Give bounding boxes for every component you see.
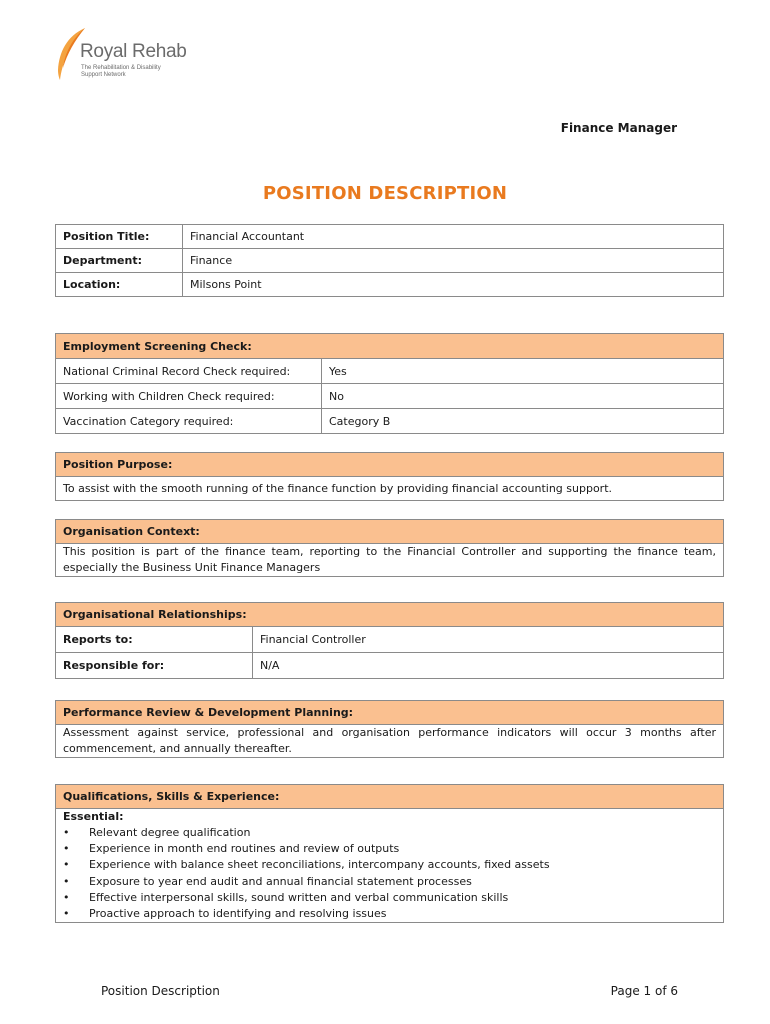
relationships-table — [55, 602, 724, 679]
reports-to-value: Financial Controller — [253, 627, 724, 653]
screening-value: Yes — [322, 359, 724, 384]
department-label: Department: — [56, 249, 183, 273]
performance-heading: Performance Review & Development Planning: — [56, 701, 724, 725]
brand-tagline-line-1: The Rehabilitation & Disability — [81, 65, 161, 71]
page-title: POSITION DESCRIPTION — [262, 183, 508, 204]
screening-value: No — [322, 384, 724, 409]
table-row — [56, 409, 724, 434]
table-row — [56, 809, 724, 923]
footer-page-number: Page 1 of 6 — [610, 984, 678, 998]
brand-tagline — [81, 65, 161, 79]
list-item-text: Effective interpersonal skills, sound written and verbal communication skills — [89, 890, 509, 904]
qualifications-table — [55, 784, 724, 923]
table-row — [56, 725, 724, 758]
brand-name: Royal Rehab — [80, 41, 187, 62]
qualifications-heading: Qualifications, Skills & Experience: — [56, 785, 724, 809]
table-row — [56, 520, 724, 544]
department-value: Finance — [183, 249, 724, 273]
bullet-icon: • — [63, 907, 70, 921]
table-row — [56, 544, 724, 577]
qualifications-body — [56, 809, 724, 923]
context-heading: Organisation Context: — [56, 520, 724, 544]
position-title-label: Position Title: — [56, 225, 183, 249]
brand-tagline-line-2: Support Network — [81, 72, 126, 78]
essential-label: Essential: — [63, 810, 124, 823]
table-row — [56, 273, 724, 297]
location-value: Milsons Point — [183, 273, 724, 297]
list-item-text: Experience with balance sheet reconciliations, intercompany accounts, fixed assets — [89, 858, 550, 872]
performance-review-table — [55, 700, 724, 758]
list-item-text: Experience in month end routines and review of outputs — [89, 842, 400, 856]
list-item — [63, 890, 716, 906]
performance-text: Assessment against service, professional and organisation performance indicators will occur 3 months after commencement, and annually thereafter. — [56, 725, 724, 758]
table-row — [56, 359, 724, 384]
screening-table — [55, 333, 724, 434]
list-item-text: Relevant degree qualification — [89, 826, 251, 839]
location-label: Location: — [56, 273, 183, 297]
table-row — [56, 627, 724, 653]
list-item — [63, 841, 716, 857]
role-heading: Finance Manager — [560, 121, 677, 135]
list-item — [63, 874, 716, 890]
table-row — [56, 653, 724, 679]
table-row — [56, 477, 724, 501]
table-row — [56, 225, 724, 249]
table-row — [56, 249, 724, 273]
context-text: This position is part of the finance team, reporting to the Financial Controller and supporting the finance team, especially the Business Unit Finance Managers — [56, 544, 724, 577]
bullet-icon: • — [63, 842, 70, 856]
screening-heading: Employment Screening Check: — [56, 334, 724, 359]
table-row — [56, 334, 724, 359]
company-logo — [55, 26, 205, 82]
reports-to-label: Reports to: — [56, 627, 253, 653]
position-purpose-table — [55, 452, 724, 501]
position-title-value: Financial Accountant — [183, 225, 724, 249]
organisation-context-table — [55, 519, 724, 577]
list-item-text: Exposure to year end audit and annual financial statement processes — [89, 874, 472, 888]
table-row — [56, 785, 724, 809]
purpose-heading: Position Purpose: — [56, 453, 724, 477]
list-item-text: Proactive approach to identifying and resolving issues — [89, 907, 387, 921]
footer-document-name: Position Description — [101, 984, 220, 998]
list-item — [63, 906, 716, 922]
relationships-heading: Organisational Relationships: — [56, 603, 724, 627]
bullet-icon: • — [63, 858, 70, 872]
table-row — [56, 701, 724, 725]
responsible-for-value: N/A — [253, 653, 724, 679]
list-item — [63, 825, 716, 841]
screening-label: National Criminal Record Check required: — [56, 359, 322, 384]
essential-list — [63, 825, 716, 922]
table-row — [56, 453, 724, 477]
screening-value: Category B — [322, 409, 724, 434]
purpose-text: To assist with the smooth running of the finance function by providing financial accounting support. — [56, 477, 724, 501]
screening-label: Working with Children Check required: — [56, 384, 322, 409]
bullet-icon: • — [63, 874, 70, 888]
list-item — [63, 857, 716, 873]
position-details-table — [55, 224, 724, 297]
responsible-for-label: Responsible for: — [56, 653, 253, 679]
bullet-icon: • — [63, 826, 70, 839]
table-row — [56, 603, 724, 627]
screening-label: Vaccination Category required: — [56, 409, 322, 434]
bullet-icon: • — [63, 890, 70, 904]
table-row — [56, 384, 724, 409]
